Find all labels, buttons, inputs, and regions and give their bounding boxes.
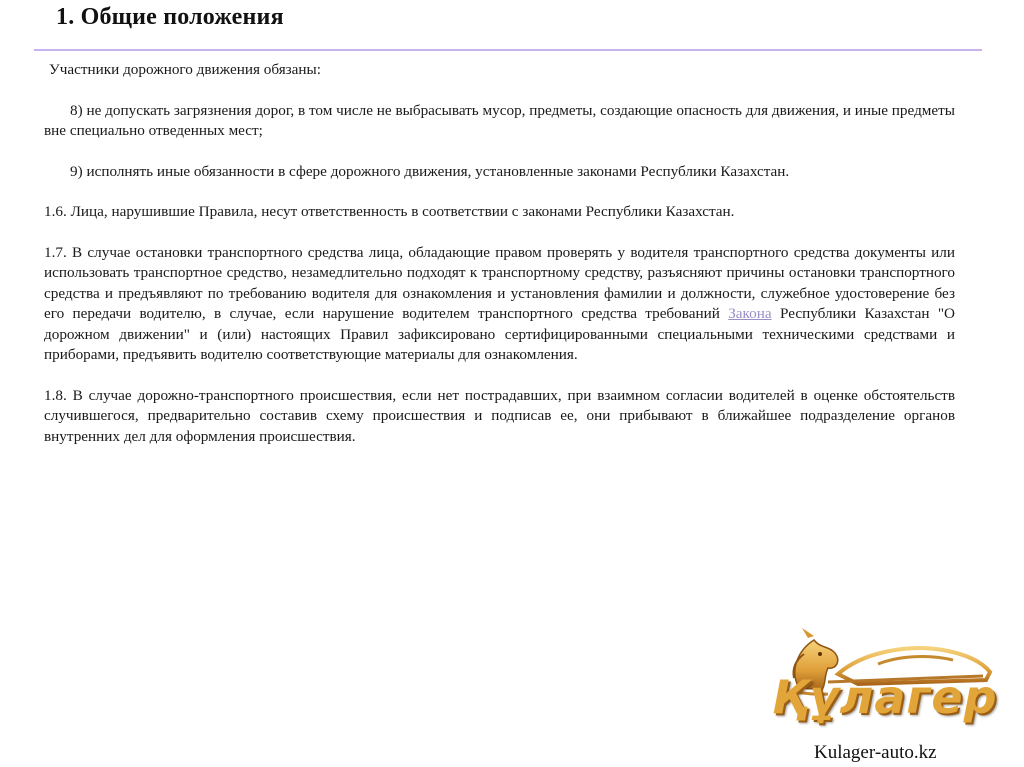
paragraph-1-7-start: 1.7. В случае остановки транспортного средства лица, обладающие правом проверять у водителя транспортного средства документы или использовать транспортное средство, незамедлительно подходят к транспортному средству, разъясняют причины остановки транспортного средства и предъявляют по требованию водителя для ознакомления и установления фамилии и должности, служебное удостоверение без его передачи водителю, в случае, если нарушение водителем транспортного средства требований	[44, 243, 955, 322]
intro-text: Участники дорожного движения обязаны:	[49, 61, 321, 78]
kulager-logo-text: Құлагер	[772, 670, 998, 724]
site-url[interactable]: Kulager-auto.kz	[814, 742, 937, 763]
paragraph-1-7	[44, 243, 955, 366]
item-8: 8) не допускать загрязнения дорог, в том числе не выбрасывать мусор, предметы, создающие опасность для движения, и иные предметы вне специально отведенных мест;	[44, 101, 955, 139]
slide-title: 1. Общие положения	[56, 4, 284, 30]
paragraph-1-8: 1.8. В случае дорожно-транспортного происшествия, если нет пострадавших, при взаимном согласии водителей в оценке обстоятельств случившегося, предварительно составив схему происшествия и подписав ее, они прибывают в ближайшее подразделение органов внутренних дел для оформления происшествия.	[44, 386, 955, 445]
item-9: 9) исполнять иные обязанности в сфере дорожного движения, установленные законами Республики Казахстан.	[70, 162, 790, 180]
paragraph-1-7-end: Республики Казахстан "О дорожном движении" и (или) настоящих Правил зафиксировано сертифицированными специальными техническими средствами и приборами, предъявить водителю соответствующие материалы для ознакомления.	[44, 305, 956, 363]
title-divider	[34, 49, 982, 51]
paragraph-1-6: 1.6. Лица, нарушившие Правила, несут ответственность в соответствии с законами Республики Казахстан.	[44, 203, 735, 220]
law-link[interactable]: Закона	[728, 305, 772, 322]
slide-body	[44, 60, 955, 447]
